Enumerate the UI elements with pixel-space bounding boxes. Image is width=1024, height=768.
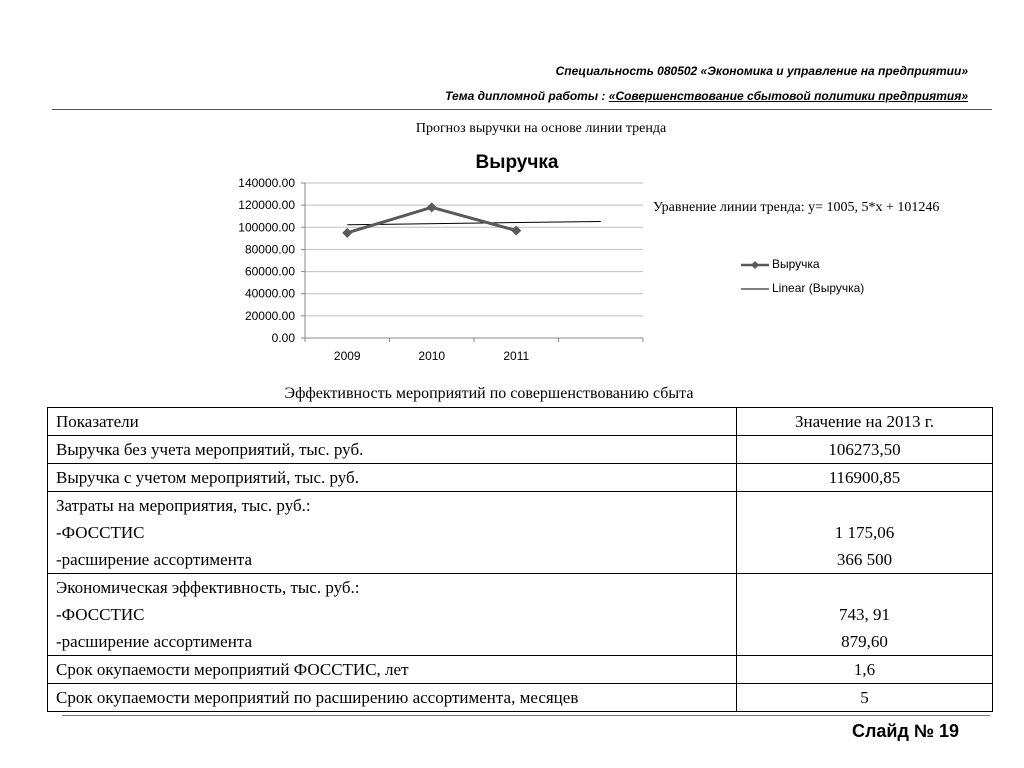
legend-item-trend — [741, 281, 864, 295]
sub-row-value: 1 175,06 — [834, 523, 895, 542]
row-value: 116900,85 — [737, 464, 993, 492]
table-row — [48, 656, 993, 684]
x-tick-label: 2009 — [333, 349, 361, 363]
chart-series — [342, 202, 601, 237]
legend-item-revenue — [741, 257, 820, 271]
x-axis-ticks — [334, 349, 530, 363]
y-tick-label: 20000.00 — [244, 308, 295, 323]
row-value-group — [737, 492, 993, 574]
legend-line-marker-icon — [741, 260, 769, 270]
y-tick-label: 100000.00 — [238, 220, 295, 235]
sub-row-label: -ФОССТИС — [56, 523, 145, 542]
y-tick-label: 120000.00 — [238, 198, 295, 213]
table-row — [48, 574, 993, 656]
y-tick-label: 0.00 — [271, 331, 295, 345]
thesis-label: Тема дипломной работы : — [445, 89, 609, 103]
row-label: Срок окупаемости мероприятий по расширению ассортимента, месяцев — [48, 684, 737, 712]
sub-row-label: -ФОССТИС — [56, 605, 145, 624]
legend-label-trend: Linear (Выручка) — [772, 281, 865, 295]
row-label: Затраты на мероприятия, тыс. руб.: — [56, 496, 311, 515]
legend-trend-line-icon — [741, 284, 769, 294]
table-header-row — [48, 408, 993, 436]
sub-row-value: 879,60 — [841, 632, 888, 651]
table-row — [48, 492, 993, 574]
chart-title: Выручка — [475, 152, 559, 173]
row-label: Выручка без учета мероприятий, тыс. руб. — [48, 436, 737, 464]
sub-row-label: -расширение ассортимента — [56, 550, 252, 569]
data-point — [427, 202, 437, 212]
specialty-text: Специальность 080502 «Экономика и управление на предприятии» — [555, 64, 968, 78]
sub-row-label: -расширение ассортимента — [56, 632, 252, 651]
effectiveness-table — [47, 407, 993, 712]
chart-caption: Прогноз выручки на основе линии тренда — [415, 121, 667, 136]
trend-equation: Уравнение линии тренда: y= 1005, 5*x + 101246 — [653, 200, 940, 215]
data-point — [342, 228, 352, 238]
y-axis-ticks — [238, 176, 295, 345]
table-caption: Эффективность мероприятий по совершенствованию сбыта — [284, 385, 694, 402]
header-indicators: Показатели — [48, 408, 737, 436]
row-label-group — [48, 492, 737, 574]
row-label: Экономическая эффективность, тыс. руб.: — [56, 578, 360, 597]
y-tick-label: 80000.00 — [244, 242, 295, 257]
sub-row-value: 743, 91 — [839, 605, 890, 624]
y-tick-label: 60000.00 — [244, 264, 295, 279]
row-label-group — [48, 574, 737, 656]
row-label: Срок окупаемости мероприятий ФОССТИС, лет — [48, 656, 737, 684]
table-row — [48, 464, 993, 492]
x-tick-label: 2010 — [418, 349, 446, 363]
sub-row-value: 366 500 — [836, 550, 893, 569]
table-row — [48, 684, 993, 712]
thesis-topic: «Совершенствование сбытовой политики предприятия» — [608, 89, 968, 103]
row-value: 1,6 — [737, 656, 993, 684]
row-value-group — [737, 574, 993, 656]
header-value-2013: Значение на 2013 г. — [737, 408, 993, 436]
legend-label-revenue: Выручка — [772, 257, 820, 271]
row-label: Выручка с учетом мероприятий, тыс. руб. — [48, 464, 737, 492]
slide-number: Слайд № 19 — [851, 721, 959, 741]
row-value: 106273,50 — [737, 436, 993, 464]
x-tick-label: 2011 — [503, 349, 530, 363]
chart-grid — [301, 183, 643, 342]
y-tick-label: 40000.00 — [244, 286, 295, 301]
row-value: 5 — [737, 684, 993, 712]
table-row — [48, 436, 993, 464]
y-tick-label: 140000.00 — [238, 176, 295, 190]
footer-divider — [62, 715, 990, 716]
